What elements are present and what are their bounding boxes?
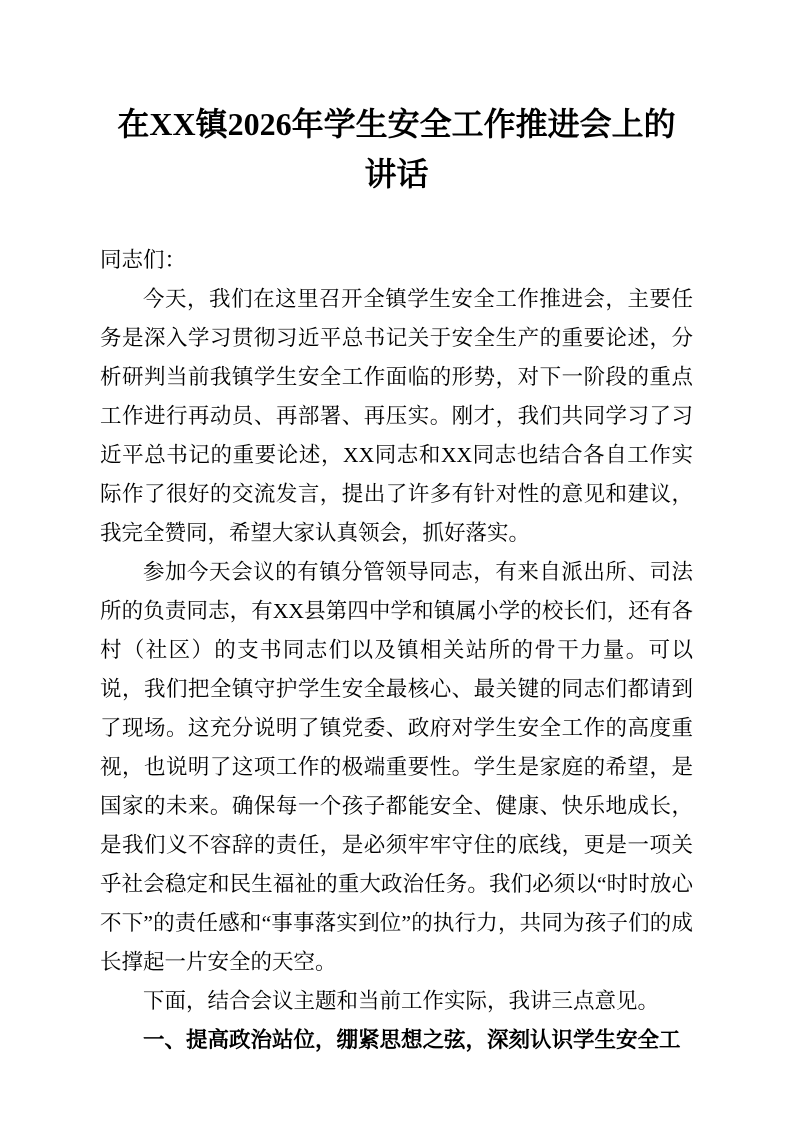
paragraph: 下面，结合会议主题和当前工作实际，我讲三点意见。	[143, 989, 660, 1014]
document-title: 在XX镇2026年学生安全工作推进会上的讲话	[117, 106, 676, 192]
section-heading: 一、提高政治站位，绷紧思想之弦，深刻认识学生安全工	[143, 1028, 681, 1053]
paragraph: 今天，我们在这里召开全镇学生安全工作推进会，主要任务是深入学习贯彻习近平总书记关于安全生产的重要论述，分析研判当前我镇学生安全工作面临的形势，对下一阶段的重点工作进行再动员、再部署、再压实。刚才，我们共同学习了习近平总书记的重要论述，XX同志和XX同志也结合各自工作实际作了很好的交流发言，提出了许多有针对性的意见和建议，我完全赞同，希望大家认真领会，抓好落实。	[100, 287, 693, 546]
paragraph: 参加今天会议的有镇分管领导同志，有来自派出所、司法所的负责同志，有XX县第四中学和镇属小学的校长们，还有各村（社区）的支书同志们以及镇相关站所的骨干力量。可以说，我们把全镇守护学生安全最核心、最关键的同志们都请到了现场。这充分说明了镇党委、政府对学生安全工作的高度重视，也说明了这项工作的极端重要性。学生是家庭的希望，是国家的未来。确保每一个孩子都能安全、健康、快乐地成长，是我们义不容辞的责任，是必须牢牢守住的底线，更是一项关乎社会稳定和民生福祉的重大政治任务。我们必须以“时时放心不下”的责任感和“事事落实到位”的执行力，共同为孩子们的成长撑起一片安全的天空。	[100, 560, 693, 975]
salutation: 同志们：	[100, 248, 187, 273]
